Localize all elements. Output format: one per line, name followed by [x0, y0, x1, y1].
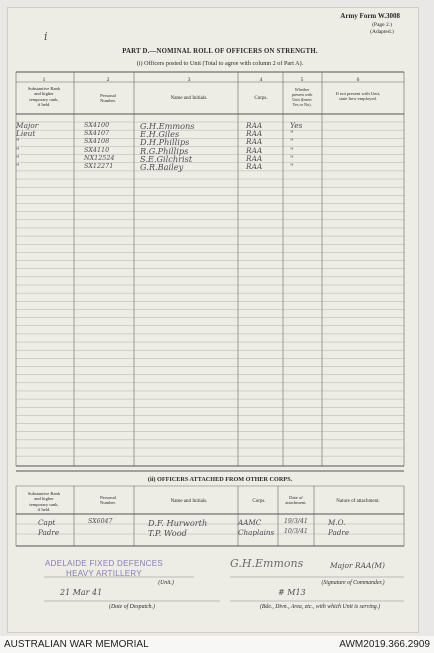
column-number: 6 [356, 77, 360, 83]
form-adapted: (Adapted.) [370, 29, 394, 35]
header-corps: Corps. [254, 96, 268, 101]
personal-number-cell: NX12524 [84, 153, 115, 162]
corps-cell: RAA [246, 145, 263, 155]
rank-cell: " [16, 137, 20, 147]
personal-number-cell: SX12271 [84, 162, 114, 170]
rank-cell: Major [16, 121, 39, 130]
corps-cell: RAA [246, 162, 263, 171]
column-number: 4 [259, 77, 263, 83]
corps-cell: RAA [246, 129, 263, 139]
posted-title: (i) Officers posted to Unit (Total to agree with column 2 of Part A). [136, 60, 304, 67]
personal-number-cell: SX6047 [88, 518, 113, 525]
rank-cell: " [16, 162, 20, 171]
header-not-present: If not present with Unit, state how employed. [335, 91, 381, 102]
column-number: 5 [300, 77, 304, 83]
rank-cell: " [16, 145, 20, 155]
name-cell: D.F. Hurworth [148, 518, 208, 528]
corps-cell: RAA [246, 153, 263, 163]
rank-cell: Lieut [16, 129, 36, 139]
attached-header-personal: Personal Number. [100, 495, 116, 506]
archive-name: AUSTRALIAN WAR MEMORIAL [4, 639, 149, 650]
archive-footer [0, 636, 434, 653]
attached-header-rank: Substantive Rank and higher temporary rank, if held. [27, 491, 61, 513]
nature-cell: M.O. [328, 518, 346, 527]
corps-cell: Chaplains [238, 528, 275, 537]
commander-rank: Major RAA(M) [330, 561, 385, 570]
archive-accession: AWM2019.366.2909 [339, 639, 430, 650]
signature-label: (Signature of Commander.) [321, 580, 385, 586]
name-cell: G.H.Emmons [140, 121, 195, 131]
station-handwritten: # M13 [278, 588, 306, 597]
unit-stamp-line1: ADELAIDE FIXED DEFENCES [44, 559, 164, 568]
corps-cell: RAA [246, 121, 263, 130]
date-cell: 10/3/41 [284, 528, 308, 535]
unit-stamp-line2: HEAVY ARTILLERY [66, 569, 142, 578]
attached-header-corps: Corps. [252, 499, 266, 504]
header-name: Name and Initials. [170, 96, 208, 101]
despatch-date: 21 Mar 41 [60, 588, 103, 597]
personal-number-cell: SX4108 [84, 137, 110, 146]
date-cell: 19/3/41 [284, 518, 308, 525]
present-cell: " [290, 153, 294, 163]
present-cell: Yes [290, 121, 303, 130]
attached-header-date: Date of attachment. [285, 495, 307, 506]
rank-cell: Capt [38, 518, 56, 527]
despatch-label: (Date of Despatch.) [109, 604, 155, 610]
attached-title: (ii) OFFICERS ATTACHED FROM OTHER CORPS. [147, 476, 293, 483]
commander-signature: G.H.Emmons [230, 557, 304, 570]
header-personal-number: Personal Number. [100, 93, 116, 104]
rank-cell: " [16, 153, 20, 163]
column-number: 1 [42, 77, 46, 83]
unit-label: (Unit.) [158, 580, 174, 586]
part-title: PART D.—NOMINAL ROLL OF OFFICERS ON STRENGTH. [122, 48, 318, 55]
corps-cell: RAA [246, 137, 263, 147]
attached-header-name: Name and Initials. [170, 499, 208, 504]
name-cell: E.H.Giles [140, 129, 180, 140]
column-number: 3 [187, 77, 191, 83]
name-cell: T.P. Wood [148, 528, 187, 538]
name-cell: G.R.Bailey [140, 162, 184, 172]
rank-cell: Padre [38, 528, 60, 537]
name-cell: S.E.Gilchrist [140, 153, 193, 164]
personal-number-cell: SX4110 [84, 145, 110, 154]
army-form-sheet: Army Form W.3008 (Page 2.) (Adapted.) i PART D.—NOMINAL ROLL OF OFFICERS ON STRENGTH. (i) Officers posted to Unit (Total to agree with column 2 of Part A). 1 2 3 4 5 6 Substantive Rank and higher temporary rank, if held. Personal Number. Name and Initials. Corps. Whether present with Unit (Insert Yes or No). If not present with Unit, state how employed. Major SX4100 G.H.Emmons RAA Yes Lieut SX4107 E.H.Giles RAA " " SX4108 D.H.Phillips RAA " " SX4110 R.G.Phillips RAA " " NX12524 S.E.Gilchrist RAA " " SX12271 G.R.Bailey RAA " (ii) OFFICERS ATTACHED FROM OTHER CORPS. Substantive Rank and higher temporary rank, if held. Personal Number. Name and Initials. Corps. Date of attachment. Nature of attachment. Capt SX6047 D.F. Hurworth AAMC 19/3/41 M.O. Padre T.P. Wood Chaplains 10/3/41 Padre ADELAIDE FIXED DEFENCES HEAVY ARTILLERY (Unit.) G.H.Emmons Major RAA(M) (Signature of Commander.) 21 Mar 41 (Date of Despatch.) # M13 (Bde., Divn., Area, etc., with which Unit is serving.) [8, 8, 418, 632]
header-rank: Substantive Rank and higher temporary rank, if held. [27, 86, 61, 108]
present-cell: " [290, 162, 294, 171]
column-number: 2 [106, 77, 110, 83]
form-page: (Page 2.) [372, 22, 392, 28]
present-cell: " [290, 145, 294, 155]
personal-number-cell: SX4107 [84, 129, 110, 138]
header-whether-present: Whether present with Unit (Insert Yes or No). [291, 87, 313, 107]
page-mark: i [44, 30, 48, 43]
present-cell: " [290, 137, 294, 147]
present-cell: " [290, 129, 294, 139]
name-cell: R.G.Phillips [140, 145, 189, 156]
name-cell: D.H.Phillips [140, 137, 190, 148]
attached-header-nature: Nature of attachment. [336, 499, 380, 504]
corps-cell: AAMC [238, 518, 262, 527]
station-label: (Bde., Divn., Area, etc., with which Unit is serving.) [259, 604, 381, 610]
personal-number-cell: SX4100 [84, 121, 110, 129]
nature-cell: Padre [328, 528, 350, 537]
